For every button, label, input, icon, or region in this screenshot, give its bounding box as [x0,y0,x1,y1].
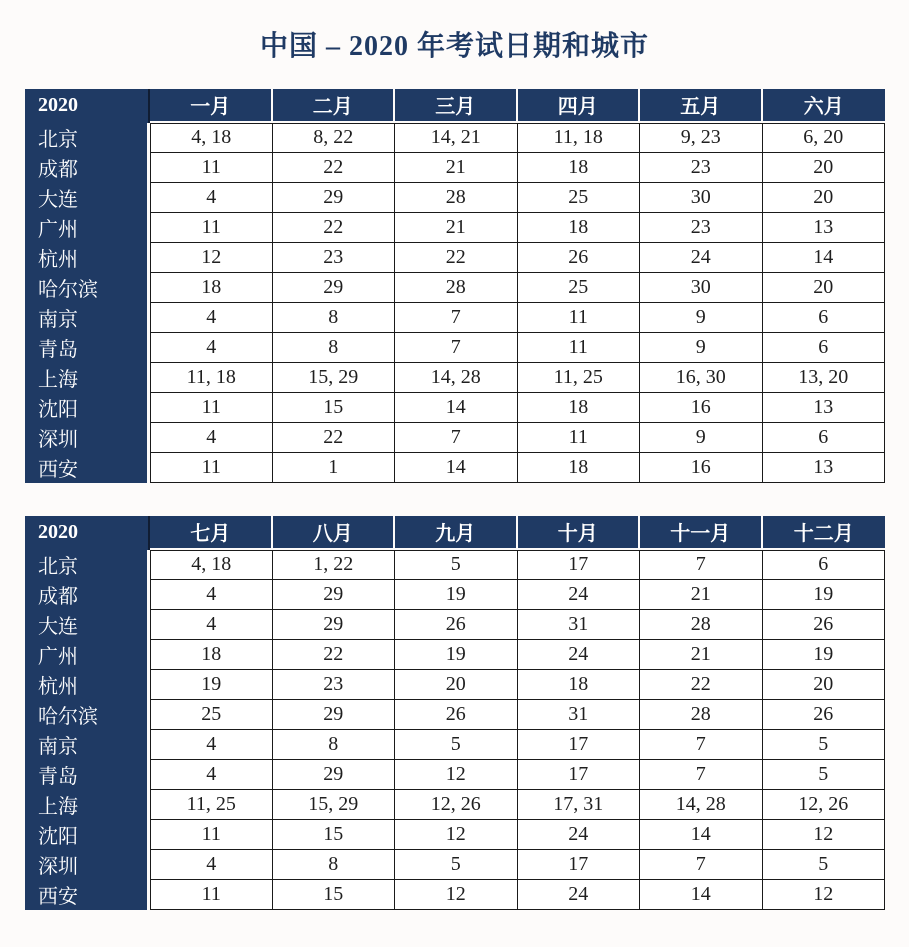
date-cell: 31 [518,610,641,640]
date-cell: 25 [518,183,641,213]
date-cell: 14 [640,880,763,910]
date-cell: 5 [763,730,886,760]
table-body [25,550,885,910]
date-cell: 7 [395,423,518,453]
city-cell: 广州 [25,640,150,670]
date-cell: 9, 23 [640,123,763,153]
date-cell: 17 [518,730,641,760]
date-cell: 18 [150,640,273,670]
month-header-cell: 三月 [395,89,518,123]
date-cell: 20 [395,670,518,700]
date-cell: 12 [395,760,518,790]
table-row [25,700,885,730]
date-cell: 16, 30 [640,363,763,393]
date-cell: 12 [763,880,886,910]
date-cell: 21 [395,153,518,183]
year-header-cell: 2020 [25,516,150,550]
exam-table-jan-jun [25,89,885,483]
date-cell: 24 [518,640,641,670]
date-cell: 14 [395,453,518,483]
date-cell: 13 [763,213,886,243]
date-cell: 12, 26 [763,790,886,820]
date-cell: 30 [640,273,763,303]
date-cell: 13, 20 [763,363,886,393]
date-cell: 21 [640,640,763,670]
date-cell: 29 [273,700,396,730]
city-cell: 青岛 [25,760,150,790]
date-cell: 19 [763,640,886,670]
date-cell: 28 [640,610,763,640]
date-cell: 18 [518,670,641,700]
exam-table-jul-dec [25,516,885,910]
date-cell: 22 [273,153,396,183]
city-cell: 青岛 [25,333,150,363]
date-cell: 12 [395,880,518,910]
year-header-cell: 2020 [25,89,150,123]
date-cell: 8, 22 [273,123,396,153]
date-cell: 16 [640,393,763,423]
date-cell: 4 [150,423,273,453]
date-cell: 4 [150,730,273,760]
date-cell: 11 [518,333,641,363]
table-row [25,393,885,423]
city-cell: 成都 [25,153,150,183]
table-row [25,333,885,363]
date-cell: 25 [150,700,273,730]
date-cell: 22 [395,243,518,273]
date-cell: 12 [150,243,273,273]
month-header-cell: 七月 [150,516,273,550]
city-cell: 南京 [25,303,150,333]
date-cell: 22 [273,213,396,243]
date-cell: 19 [150,670,273,700]
date-cell: 5 [763,850,886,880]
date-cell: 24 [518,880,641,910]
date-cell: 22 [273,640,396,670]
date-cell: 1, 22 [273,550,396,580]
month-header-cell: 八月 [273,516,396,550]
date-cell: 20 [763,273,886,303]
date-cell: 11 [150,213,273,243]
date-cell: 29 [273,580,396,610]
date-cell: 4, 18 [150,550,273,580]
date-cell: 9 [640,333,763,363]
date-cell: 26 [518,243,641,273]
date-cell: 4 [150,580,273,610]
date-cell: 12, 26 [395,790,518,820]
city-cell: 北京 [25,123,150,153]
table-row [25,640,885,670]
date-cell: 26 [763,700,886,730]
date-cell: 4 [150,183,273,213]
table-row [25,183,885,213]
table-row [25,243,885,273]
city-cell: 沈阳 [25,393,150,423]
date-cell: 11, 25 [518,363,641,393]
date-cell: 11 [150,393,273,423]
date-cell: 14 [763,243,886,273]
month-header-cell: 五月 [640,89,763,123]
table-header [25,89,885,123]
date-cell: 14, 28 [395,363,518,393]
city-cell: 深圳 [25,423,150,453]
date-cell: 18 [518,393,641,423]
city-cell: 杭州 [25,670,150,700]
date-cell: 28 [640,700,763,730]
header-row [25,89,885,123]
date-cell: 7 [395,303,518,333]
table-row [25,273,885,303]
date-cell: 28 [395,273,518,303]
date-cell: 17 [518,760,641,790]
date-cell: 4 [150,610,273,640]
date-cell: 13 [763,453,886,483]
date-cell: 18 [518,153,641,183]
date-cell: 14 [395,393,518,423]
table-header [25,516,885,550]
date-cell: 18 [518,213,641,243]
date-cell: 1 [273,453,396,483]
date-cell: 22 [273,423,396,453]
date-cell: 26 [763,610,886,640]
date-cell: 17 [518,550,641,580]
date-cell: 17, 31 [518,790,641,820]
date-cell: 11 [150,453,273,483]
date-cell: 20 [763,183,886,213]
city-cell: 广州 [25,213,150,243]
city-cell: 南京 [25,730,150,760]
date-cell: 5 [395,850,518,880]
date-cell: 15, 29 [273,363,396,393]
month-header-cell: 一月 [150,89,273,123]
city-cell: 杭州 [25,243,150,273]
date-cell: 15 [273,820,396,850]
city-cell: 上海 [25,790,150,820]
date-cell: 15 [273,880,396,910]
date-cell: 28 [395,183,518,213]
date-cell: 22 [640,670,763,700]
table-row [25,363,885,393]
table-row [25,123,885,153]
date-cell: 15, 29 [273,790,396,820]
month-header-cell: 十一月 [640,516,763,550]
date-cell: 4 [150,303,273,333]
date-cell: 7 [640,760,763,790]
date-cell: 23 [640,213,763,243]
table-row [25,610,885,640]
date-cell: 23 [273,670,396,700]
table-row [25,790,885,820]
date-cell: 26 [395,610,518,640]
date-cell: 14, 21 [395,123,518,153]
date-cell: 8 [273,730,396,760]
date-cell: 29 [273,610,396,640]
date-cell: 8 [273,333,396,363]
date-cell: 9 [640,303,763,333]
month-header-cell: 六月 [763,89,886,123]
date-cell: 7 [640,550,763,580]
month-header-cell: 九月 [395,516,518,550]
table-row [25,550,885,580]
date-cell: 6 [763,423,886,453]
date-cell: 15 [273,393,396,423]
date-cell: 31 [518,700,641,730]
date-cell: 6, 20 [763,123,886,153]
month-header-cell: 二月 [273,89,396,123]
date-cell: 9 [640,423,763,453]
date-cell: 20 [763,670,886,700]
date-cell: 19 [395,580,518,610]
date-cell: 11, 18 [150,363,273,393]
date-cell: 18 [518,453,641,483]
date-cell: 6 [763,303,886,333]
table-row [25,213,885,243]
date-cell: 24 [518,580,641,610]
date-cell: 29 [273,273,396,303]
date-cell: 11 [150,880,273,910]
table-row [25,423,885,453]
table-row [25,880,885,910]
date-cell: 8 [273,303,396,333]
date-cell: 29 [273,183,396,213]
date-cell: 26 [395,700,518,730]
header-row [25,516,885,550]
date-cell: 4 [150,333,273,363]
table-row [25,580,885,610]
table-row [25,153,885,183]
table-row [25,820,885,850]
date-cell: 11, 18 [518,123,641,153]
table-row [25,850,885,880]
table-row [25,453,885,483]
month-header-cell: 四月 [518,89,641,123]
date-cell: 24 [640,243,763,273]
date-cell: 21 [640,580,763,610]
date-cell: 14 [640,820,763,850]
date-cell: 14, 28 [640,790,763,820]
date-cell: 7 [640,850,763,880]
city-cell: 大连 [25,610,150,640]
date-cell: 20 [763,153,886,183]
date-cell: 23 [640,153,763,183]
date-cell: 19 [763,580,886,610]
table-body [25,123,885,483]
city-cell: 成都 [25,580,150,610]
city-cell: 沈阳 [25,820,150,850]
date-cell: 17 [518,850,641,880]
date-cell: 7 [395,333,518,363]
date-cell: 13 [763,393,886,423]
table-row [25,760,885,790]
date-cell: 19 [395,640,518,670]
date-cell: 4, 18 [150,123,273,153]
date-cell: 11 [518,303,641,333]
date-cell: 5 [395,730,518,760]
date-cell: 18 [150,273,273,303]
date-cell: 23 [273,243,396,273]
city-cell: 哈尔滨 [25,700,150,730]
date-cell: 11 [150,153,273,183]
date-cell: 7 [640,730,763,760]
date-cell: 6 [763,333,886,363]
date-cell: 25 [518,273,641,303]
city-cell: 大连 [25,183,150,213]
city-cell: 深圳 [25,850,150,880]
date-cell: 5 [395,550,518,580]
table-row [25,303,885,333]
city-cell: 上海 [25,363,150,393]
date-cell: 11 [518,423,641,453]
date-cell: 16 [640,453,763,483]
date-cell: 21 [395,213,518,243]
date-cell: 4 [150,760,273,790]
city-cell: 哈尔滨 [25,273,150,303]
city-cell: 北京 [25,550,150,580]
date-cell: 29 [273,760,396,790]
city-cell: 西安 [25,453,150,483]
date-cell: 24 [518,820,641,850]
city-cell: 西安 [25,880,150,910]
date-cell: 11, 25 [150,790,273,820]
date-cell: 8 [273,850,396,880]
month-header-cell: 十二月 [763,516,886,550]
date-cell: 4 [150,850,273,880]
table-row [25,670,885,700]
date-cell: 12 [395,820,518,850]
date-cell: 5 [763,760,886,790]
month-header-cell: 十月 [518,516,641,550]
date-cell: 6 [763,550,886,580]
table-row [25,730,885,760]
date-cell: 11 [150,820,273,850]
date-cell: 12 [763,820,886,850]
page-title: 中国 – 2020 年考试日期和城市 [259,31,649,62]
date-cell: 30 [640,183,763,213]
